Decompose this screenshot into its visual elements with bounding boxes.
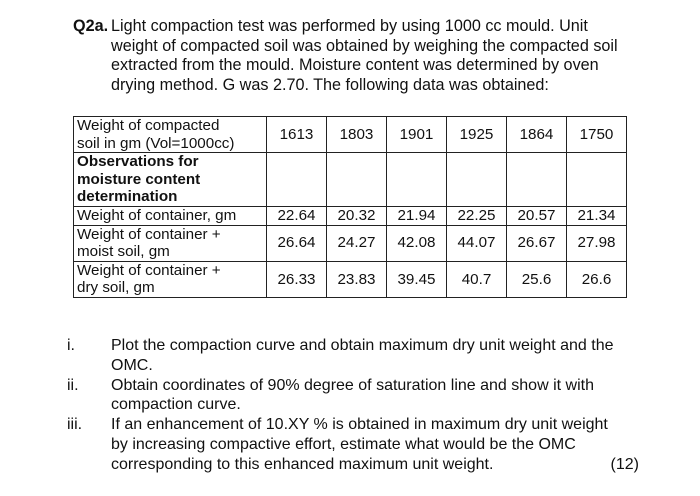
table-cell xyxy=(387,153,447,207)
table-cell: 20.32 xyxy=(327,206,387,225)
row-label xyxy=(74,153,267,207)
table-cell xyxy=(567,153,627,207)
task-item xyxy=(67,336,643,376)
question-text xyxy=(111,17,643,95)
table-cell xyxy=(327,153,387,207)
task-marker: ii. xyxy=(67,376,79,394)
data-table xyxy=(73,116,627,298)
table-cell xyxy=(447,153,507,207)
question-line: Light compaction test was performed by using 1000 cc mould. Unit xyxy=(111,17,588,35)
row-label-line: Weight of container, gm xyxy=(77,206,237,224)
table-cell: 1901 xyxy=(387,117,447,153)
table-cell: 20.57 xyxy=(507,206,567,225)
row-label xyxy=(74,261,267,297)
row-label-line: Weight of container + xyxy=(77,225,221,243)
question-line: drying method. G was 2.70. The following data was obtained: xyxy=(111,75,549,94)
task-marker: iii. xyxy=(67,416,83,434)
task-line: If an enhancement of 10.XY % is obtained in maximum dry unit weight xyxy=(111,416,608,434)
task-line: corresponding to this enhanced maximum unit weight. xyxy=(111,455,494,473)
task-item xyxy=(67,376,643,416)
table-cell: 26.64 xyxy=(267,225,327,261)
table-cell: 1613 xyxy=(267,117,327,153)
task-last-line xyxy=(111,455,643,475)
row-label-line: soil in gm (Vol=1000cc) xyxy=(77,134,235,152)
table-row xyxy=(74,225,627,261)
table-cell xyxy=(507,153,567,207)
table-cell: 22.64 xyxy=(267,206,327,225)
table-cell: 1750 xyxy=(567,117,627,153)
row-label xyxy=(74,225,267,261)
marks-label: (12) xyxy=(610,455,639,473)
table-cell: 26.33 xyxy=(267,261,327,297)
table-row xyxy=(74,206,627,225)
table-cell: 1864 xyxy=(507,117,567,153)
row-label-line: dry soil, gm xyxy=(77,279,155,297)
row-label xyxy=(74,117,267,153)
question-block xyxy=(73,17,643,95)
table-cell: 26.67 xyxy=(507,225,567,261)
row-label-line: moisture content xyxy=(77,170,201,188)
table-cell: 23.83 xyxy=(327,261,387,297)
row-label-line: Weight of container + xyxy=(77,261,221,279)
table-cell: 1803 xyxy=(327,117,387,153)
table-cell: 42.08 xyxy=(387,225,447,261)
task-line: Plot the compaction curve and obtain maximum dry unit weight and the xyxy=(111,337,614,354)
question-line: weight of compacted soil was obtained by weighing the compacted soil xyxy=(111,36,618,55)
table-cell: 24.27 xyxy=(327,225,387,261)
question-number: Q2a. xyxy=(73,17,109,35)
table-row xyxy=(74,261,627,297)
table-cell: 27.98 xyxy=(567,225,627,261)
table-cell: 44.07 xyxy=(447,225,507,261)
task-marker: i. xyxy=(67,337,75,354)
question-line: extracted from the mould. Moisture content was determined by oven xyxy=(111,56,599,75)
table-cell: 40.7 xyxy=(447,261,507,297)
task-line: compaction curve. xyxy=(111,396,241,414)
table-cell: 22.25 xyxy=(447,206,507,225)
table-cell: 21.34 xyxy=(567,206,627,225)
table-cell: 26.6 xyxy=(567,261,627,297)
table-cell: 1925 xyxy=(447,117,507,153)
table-row xyxy=(74,153,627,207)
table-cell: 25.6 xyxy=(507,261,567,297)
row-label-line: determination xyxy=(77,188,178,206)
task-line: Obtain coordinates of 90% degree of saturation line and show it with xyxy=(111,376,594,394)
task-list xyxy=(67,336,643,475)
row-label-line: Observations for xyxy=(77,153,199,171)
task-line: by increasing compactive effort, estimate what would be the OMC xyxy=(111,435,576,453)
row-label-line: Weight of compacted xyxy=(77,117,220,134)
table-cell: 39.45 xyxy=(387,261,447,297)
task-item xyxy=(67,415,643,474)
table-cell: 21.94 xyxy=(387,206,447,225)
row-label-line: moist soil, gm xyxy=(77,243,170,261)
table-cell xyxy=(267,153,327,207)
table-row xyxy=(74,117,627,153)
row-label xyxy=(74,206,267,225)
task-line: OMC. xyxy=(111,356,153,374)
